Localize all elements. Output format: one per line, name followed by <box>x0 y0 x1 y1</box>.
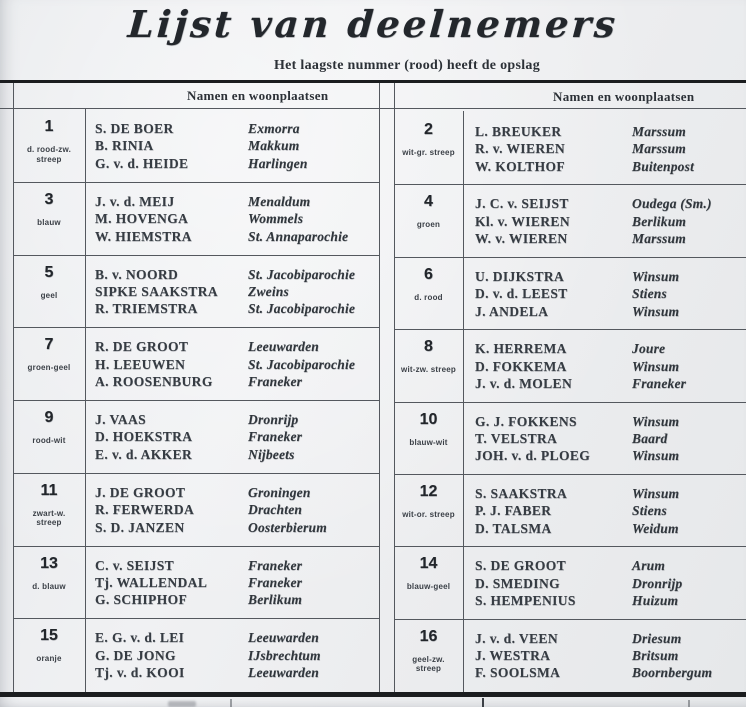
participant-name: J. WESTRA <box>475 648 551 664</box>
bottom-heavy-rule <box>0 692 746 697</box>
pair-number: 2 <box>424 121 433 138</box>
header-rule <box>0 108 746 109</box>
participant-name: F. SOOLSMA <box>475 665 561 681</box>
pair-color-label: geel <box>40 290 58 300</box>
table-row <box>13 183 379 256</box>
participant-name: J. DE GROOT <box>95 484 186 500</box>
pair-number-cell <box>13 401 85 473</box>
participant-place: Menaldum <box>248 193 311 209</box>
table-row <box>394 475 746 547</box>
names-cell <box>85 474 248 546</box>
table-row <box>394 185 746 257</box>
pair-number-cell <box>394 475 463 546</box>
names-cell <box>85 401 248 473</box>
pair-number: 15 <box>40 627 58 645</box>
bottom-text-smudge <box>168 701 196 707</box>
participant-place: Stiens <box>632 503 667 519</box>
names-cell <box>463 258 632 329</box>
participant-name: D. HOEKSTRA <box>95 429 193 445</box>
pair-number-cell <box>13 619 85 692</box>
participant-name: S. DE GROOT <box>475 558 567 574</box>
pair-color-label: blauw-wit <box>409 437 448 447</box>
participant-place: IJsbrechtum <box>248 647 321 663</box>
pair-number-cell <box>394 113 463 184</box>
participant-name: G. DE JONG <box>95 647 176 663</box>
pair-color-label: wit-or. streep <box>402 509 455 519</box>
participant-place: St. Jacobiparochie <box>248 301 356 317</box>
participants-table-left <box>13 110 379 692</box>
participant-name: J. C. v. SEIJST <box>475 196 569 212</box>
participant-name: L. BREUKER <box>475 124 562 139</box>
participant-place: Berlikum <box>248 592 303 608</box>
participant-place: Oosterbierum <box>248 519 327 535</box>
participant-place: Winsum <box>632 268 680 284</box>
places-cell <box>248 401 379 473</box>
participant-name: S. HEMPENIUS <box>475 593 576 609</box>
participant-name: R. v. WIEREN <box>475 141 566 157</box>
participant-place: Franeker <box>248 429 303 445</box>
participant-name: G. SCHIPHOF <box>95 592 188 608</box>
participant-place: Weidum <box>632 520 679 536</box>
pair-number: 13 <box>40 554 58 572</box>
participant-place: Franeker <box>248 374 303 390</box>
participant-name: B. v. NOORD <box>95 266 179 282</box>
table-row <box>13 256 379 329</box>
places-cell <box>248 183 379 255</box>
participant-name: W. HIEMSTRA <box>95 228 192 244</box>
participant-name: D. SMEDING <box>475 575 561 591</box>
participant-place: Dronrijp <box>632 575 683 591</box>
participant-place: Marssum <box>632 124 686 139</box>
participant-place: Winsum <box>632 358 680 374</box>
places-cell <box>632 547 746 618</box>
table-row <box>13 110 379 183</box>
table-row <box>394 330 746 402</box>
names-cell <box>463 185 632 256</box>
table-row <box>394 403 746 475</box>
participant-name: E. v. d. AKKER <box>95 446 193 462</box>
names-cell <box>85 619 248 692</box>
participant-place: Arum <box>632 558 666 574</box>
pair-number: 9 <box>44 409 54 426</box>
participant-name: R. FERWERDA <box>95 502 195 518</box>
places-cell <box>248 474 379 546</box>
participant-name: E. G. v. d. LEI <box>95 630 185 646</box>
participant-place: Winsum <box>632 303 680 319</box>
pair-number-cell <box>13 256 85 328</box>
places-cell <box>248 256 379 328</box>
pair-number-cell <box>13 183 85 255</box>
pair-color-label: groen-geel <box>27 363 71 373</box>
participant-name: J. VAAS <box>95 412 147 427</box>
places-cell <box>632 403 746 474</box>
table-row <box>13 547 379 620</box>
places-cell <box>248 110 379 182</box>
participant-place: Nijbeets <box>248 446 295 462</box>
participant-place: St. Jacobiparochie <box>248 266 356 282</box>
participant-name: H. LEEUWEN <box>95 356 186 372</box>
pair-number-cell <box>13 328 85 400</box>
pair-number-cell <box>394 185 463 256</box>
participant-name: D. TALSMA <box>475 520 552 536</box>
table-row <box>394 113 746 185</box>
participant-place: Wommels <box>248 211 304 227</box>
pair-color-label: d. rood-zw. streep <box>26 145 72 164</box>
places-cell <box>632 620 746 692</box>
participant-place: Harlingen <box>248 155 308 171</box>
names-cell <box>85 256 248 328</box>
pair-number-cell <box>394 330 463 401</box>
bottom-fragment-line <box>688 700 690 707</box>
participant-place: Makkum <box>248 138 300 154</box>
participant-place: Groningen <box>248 484 311 500</box>
participant-name: J. v. d. MEIJ <box>95 193 175 209</box>
table-row <box>13 401 379 474</box>
participant-name: G. J. FOKKENS <box>475 413 577 429</box>
participant-place: Drachten <box>248 502 303 518</box>
bottom-fragment-line <box>482 698 484 707</box>
names-cell <box>85 110 248 182</box>
pair-number-cell <box>394 258 463 329</box>
participant-name: W. v. WIEREN <box>475 231 568 247</box>
pair-number: 14 <box>419 555 438 573</box>
participant-place: Zweins <box>248 283 289 299</box>
participant-name: W. KOLTHOF <box>475 158 566 174</box>
participant-name: D. v. d. LEEST <box>475 286 568 302</box>
participant-name: B. RINIA <box>95 138 154 154</box>
names-cell <box>463 547 632 618</box>
pair-number: 5 <box>44 263 54 281</box>
participant-place: Franeker <box>248 557 303 573</box>
participant-place: Leeuwarden <box>248 339 319 355</box>
participant-place: Joure <box>632 341 666 357</box>
participant-place: St. Annaparochie <box>248 228 349 244</box>
participant-name: J. v. d. VEEN <box>475 630 558 646</box>
participant-place: Marssum <box>632 231 686 247</box>
table-row <box>394 547 746 619</box>
pair-color-label: groen <box>416 220 441 230</box>
participant-name: D. FOKKEMA <box>475 358 567 374</box>
pair-number: 11 <box>40 481 58 499</box>
participant-place: Oudega (Sm.) <box>632 196 712 212</box>
pair-color-label: wit-zw. streep <box>401 365 456 375</box>
participant-place: Marssum <box>632 141 686 157</box>
participant-place: Winsum <box>632 448 680 464</box>
places-cell <box>632 330 746 401</box>
participant-name: G. v. d. HEIDE <box>95 155 189 171</box>
participant-place: Huizum <box>632 593 679 609</box>
participant-name: C. v. SEIJST <box>95 557 175 573</box>
participant-place: Berlikum <box>632 213 687 229</box>
participant-place: Leeuwarden <box>248 630 319 646</box>
pair-color-label: blauw <box>37 217 61 227</box>
names-cell <box>463 403 632 474</box>
table-row <box>13 474 379 547</box>
participant-place: Driesum <box>632 630 682 646</box>
participant-name: J. ANDELA <box>475 303 549 319</box>
participant-name: S. DE BOER <box>95 121 174 136</box>
participants-table-right <box>394 113 746 692</box>
participant-place: Boornbergum <box>632 665 713 681</box>
bottom-fragment-line <box>230 699 232 707</box>
pair-number: 16 <box>419 627 438 645</box>
pair-color-label: wit-gr. streep <box>402 148 455 157</box>
participant-name: Kl. v. WIEREN <box>475 213 570 229</box>
table-row <box>394 258 746 330</box>
page-title: Lijst van deelnemers <box>126 2 620 46</box>
places-cell <box>248 547 379 619</box>
places-cell <box>632 113 746 184</box>
names-cell <box>463 330 632 401</box>
pair-number: 4 <box>424 193 433 211</box>
table-row <box>13 619 379 692</box>
names-cell <box>85 547 248 619</box>
pair-color-label: rood-wit <box>32 436 66 445</box>
participant-name: R. TRIEMSTRA <box>95 301 198 317</box>
participant-name: Tj. v. d. KOOI <box>95 665 185 681</box>
pair-number: 12 <box>419 482 438 500</box>
pair-color-label: oranje <box>36 654 62 664</box>
places-cell <box>248 328 379 400</box>
participant-name: SIPKE SAAKSTRA <box>95 283 219 299</box>
participant-place: Exmorra <box>248 121 300 136</box>
participant-place: Dronrijp <box>248 412 299 427</box>
pair-number-cell <box>394 403 463 474</box>
pair-color-label: d. rood <box>414 292 443 302</box>
pair-number: 1 <box>44 118 54 135</box>
participant-name: A. ROOSENBURG <box>95 374 213 390</box>
names-cell <box>463 475 632 546</box>
page-subtitle: Het laagste nummer (rood) heeft de opslag <box>273 58 541 73</box>
pair-number-cell <box>394 547 463 618</box>
table-row <box>394 620 746 692</box>
pair-number: 7 <box>44 336 54 354</box>
participant-name: S. D. JANZEN <box>95 519 185 535</box>
names-cell <box>463 620 632 692</box>
participant-place: Winsum <box>632 485 680 501</box>
pair-number: 10 <box>419 410 438 428</box>
participant-place: Franeker <box>248 574 303 590</box>
participant-name: R. DE GROOT <box>95 339 189 355</box>
pair-number: 6 <box>424 265 433 283</box>
places-cell <box>632 475 746 546</box>
participant-name: Tj. WALLENDAL <box>95 574 208 590</box>
pair-color-label: d. blauw <box>32 581 66 591</box>
participant-name: S. SAAKSTRA <box>475 485 568 501</box>
participant-name: K. HERREMA <box>475 341 567 357</box>
pair-color-label: zwart-w. streep <box>32 508 66 528</box>
participant-place: Winsum <box>632 413 680 429</box>
participant-name: U. DIJKSTRA <box>475 268 565 284</box>
column-header-right: Namen en woonplaatsen <box>553 89 695 104</box>
participant-name: M. HOVENGA <box>95 211 189 227</box>
places-cell <box>632 185 746 256</box>
places-cell <box>632 258 746 329</box>
pair-number: 8 <box>424 338 433 356</box>
table-row <box>13 328 379 401</box>
participant-place: Buitenpost <box>632 158 695 174</box>
names-cell <box>85 183 248 255</box>
participant-place: Leeuwarden <box>248 665 319 681</box>
gutter-left-line <box>379 83 380 692</box>
participant-name: P. J. FABER <box>475 503 552 519</box>
pair-number-cell <box>13 110 85 182</box>
pair-number-cell <box>13 474 85 546</box>
participant-name: T. VELSTRA <box>475 430 558 446</box>
pair-number-cell <box>13 547 85 619</box>
names-cell <box>463 113 632 184</box>
participant-place: Baard <box>632 430 668 446</box>
top-heavy-rule <box>0 80 746 83</box>
names-cell <box>85 328 248 400</box>
pair-color-label: blauw-geel <box>406 582 451 592</box>
participant-place: Stiens <box>632 286 667 302</box>
participant-name: J. v. d. MOLEN <box>475 375 573 391</box>
pair-number: 3 <box>44 190 54 208</box>
pair-color-label: geel-zw. streep <box>412 654 445 674</box>
column-header-left: Namen en woonplaatsen <box>187 88 329 103</box>
participant-name: JOH. v. d. PLOEG <box>475 448 591 464</box>
pair-number-cell <box>394 620 463 692</box>
participant-place: Britsum <box>632 648 679 664</box>
places-cell <box>248 619 379 692</box>
participant-place: Franeker <box>632 375 687 391</box>
participant-place: St. Jacobiparochie <box>248 356 356 372</box>
